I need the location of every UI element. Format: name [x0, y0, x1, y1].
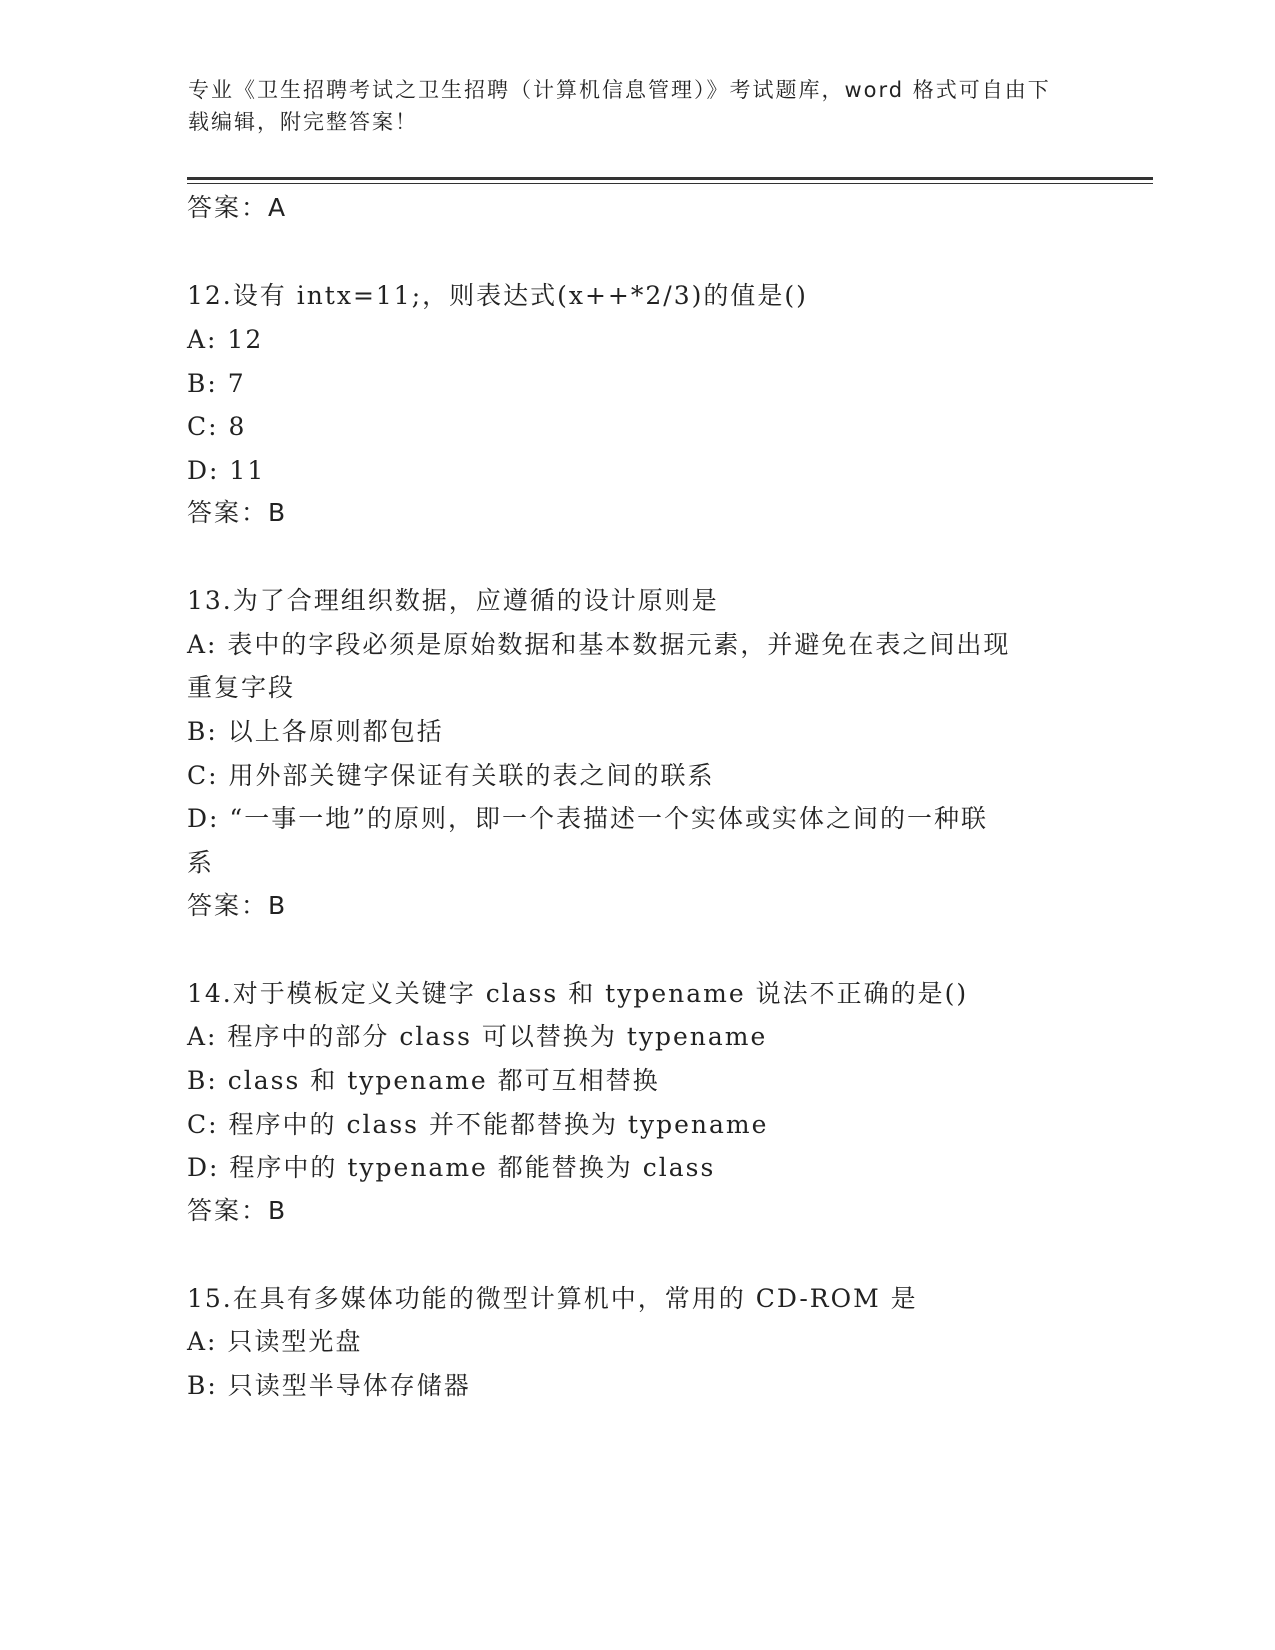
header-divider-thin: [187, 183, 1153, 184]
question-13-option-d-line2: 系: [187, 848, 215, 877]
question-12-option-b: B: 7: [187, 369, 246, 398]
question-12-option-d: D: 11: [187, 456, 266, 485]
question-13-option-c: C: 用外部关键字保证有关联的表之间的联系: [187, 761, 715, 790]
question-15: 15.在具有多媒体功能的微型计算机中，常用的 CD-ROM 是: [187, 1284, 918, 1313]
question-13-option-d-line1: D: “一事一地”的原则，即一个表描述一个实体或实体之间的一种联: [187, 804, 988, 833]
question-12: 12.设有 intx=11;，则表达式(x++*2/3)的值是(): [187, 281, 808, 310]
answer-13: 答案：B: [187, 891, 288, 920]
header-divider-thick: [187, 177, 1153, 180]
question-14: 14.对于模板定义关键字 class 和 typename 说法不正确的是(): [187, 979, 969, 1008]
question-12-option-c: C: 8: [187, 412, 247, 441]
question-14-option-d: D: 程序中的 typename 都能替换为 class: [187, 1153, 716, 1182]
document-header: 专业《卫生招聘考试之卫生招聘（计算机信息管理）》考试题库，word 格式可自由下载编辑，附完整答案！: [188, 78, 1051, 134]
answer-12: 答案：B: [187, 498, 288, 527]
question-13-option-a-line1: A: 表中的字段必须是原始数据和基本数据元素，并避免在表之间出现: [187, 630, 1011, 659]
answer-11: 答案：A: [187, 193, 288, 222]
question-15-option-a: A: 只读型光盘: [187, 1327, 363, 1356]
question-15-option-b: B: 只读型半导体存储器: [187, 1371, 471, 1400]
answer-14: 答案：B: [187, 1196, 288, 1225]
question-14-option-c: C: 程序中的 class 并不能都替换为 typename: [187, 1110, 769, 1139]
question-14-option-a: A: 程序中的部分 class 可以替换为 typename: [187, 1022, 768, 1051]
question-13-option-b: B: 以上各原则都包括: [187, 717, 444, 746]
question-14-option-b: B: class 和 typename 都可互相替换: [187, 1066, 660, 1095]
question-13-option-a-line2: 重复字段: [187, 673, 296, 702]
question-12-option-a: A: 12: [187, 325, 264, 354]
question-13: 13.为了合理组织数据，应遵循的设计原则是: [187, 586, 719, 615]
